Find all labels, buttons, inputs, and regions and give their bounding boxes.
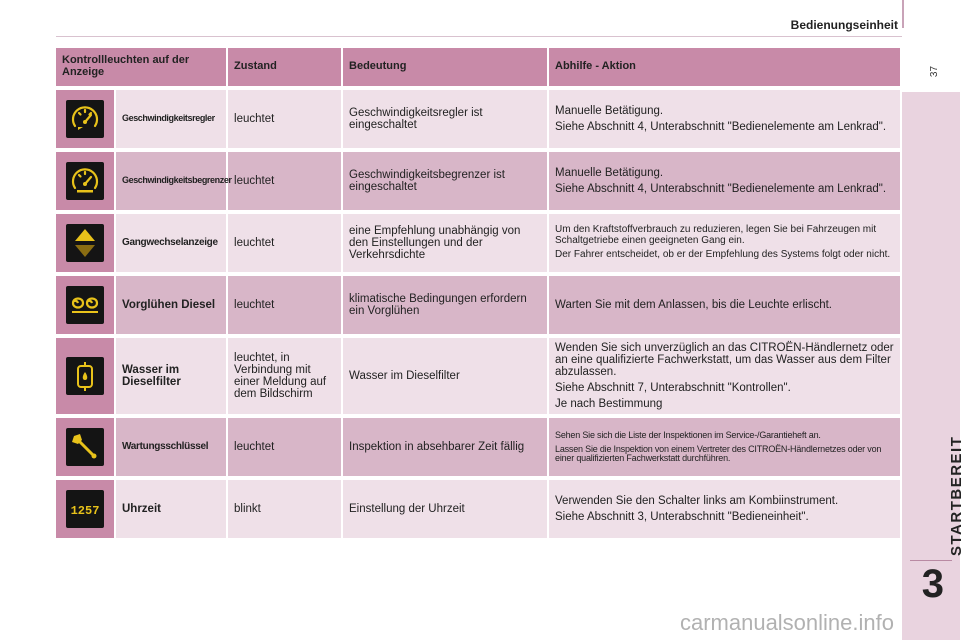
table-header-row — [56, 48, 902, 86]
watermark: carmanualsonline.info — [679, 610, 894, 635]
page-header-title: Bedienungseinheit — [790, 18, 898, 32]
chapter-label: STARTBEREIT — [948, 435, 965, 556]
page-number: 37 — [928, 65, 940, 78]
light-action: Manuelle Betätigung. Siehe Abschnitt 4, Unterabschnitt "Bedienelemente am Lenkrad". — [549, 90, 902, 148]
light-state: leuchtet — [228, 90, 343, 148]
light-state: leuchtet, in Verbindung mit einer Meldung auf dem Bildschirm — [228, 338, 343, 414]
chapter-separator — [910, 560, 952, 561]
light-action: Verwenden Sie den Schalter links am Kombiinstrument. Siehe Abschnitt 3, Unterabschnitt "Bedieneinheit". — [549, 480, 902, 538]
clock-display-icon — [66, 490, 104, 528]
table-row — [56, 480, 902, 538]
light-state: leuchtet — [228, 214, 343, 272]
column-header-meaning: Bedeutung — [343, 48, 549, 86]
column-header-action: Abhilfe - Aktion — [549, 48, 902, 86]
light-state: leuchtet — [228, 276, 343, 334]
table-row — [56, 152, 902, 210]
warning-lights-table — [56, 44, 902, 542]
light-name: Geschwindigkeitsregler — [116, 90, 228, 148]
column-header-state: Zustand — [228, 48, 343, 86]
chapter-number: 3 — [921, 562, 944, 606]
service-wrench-icon — [66, 428, 104, 466]
light-state: blinkt — [228, 480, 343, 538]
light-meaning: Inspektion in absehbarer Zeit fällig — [343, 418, 549, 476]
water-in-fuel-filter-icon — [66, 357, 104, 395]
light-state: leuchtet — [228, 152, 343, 210]
light-name: Wasser im Dieselfilter — [116, 338, 228, 414]
chapter-side-tab — [902, 92, 960, 640]
light-meaning: Einstellung der Uhrzeit — [343, 480, 549, 538]
gear-shift-indicator-icon — [66, 224, 104, 262]
light-action: Sehen Sie sich die Liste der Inspektionen im Service-/Garantieheft an. Lassen Sie die Inspektion von einem Vertreter des CITROËN-Händlernetzes oder von einer qualifizierten Fachwerkstatt durchführen. — [549, 418, 902, 476]
light-name: Uhrzeit — [116, 480, 228, 538]
light-name: Geschwindigkeitsbegrenzer — [116, 152, 228, 210]
light-meaning: Geschwindigkeitsregler ist eingeschaltet — [343, 90, 549, 148]
cruise-control-icon — [66, 100, 104, 138]
header-rule — [902, 0, 904, 28]
light-action: Um den Kraftstoffverbrauch zu reduzieren, legen Sie bei Fahrzeugen mit Schaltgetriebe einen geeigneten Gang ein. Der Fahrer entscheidet, ob er der Empfehlung des Systems folgt oder nicht. — [549, 214, 902, 272]
light-action: Manuelle Betätigung. Siehe Abschnitt 4, Unterabschnitt "Bedienelemente am Lenkrad". — [549, 152, 902, 210]
light-meaning: Geschwindigkeitsbegrenzer ist eingeschaltet — [343, 152, 549, 210]
table-row — [56, 214, 902, 272]
light-state: leuchtet — [228, 418, 343, 476]
light-name: Wartungsschlüssel — [116, 418, 228, 476]
light-name: Vorglühen Diesel — [116, 276, 228, 334]
light-action: Warten Sie mit dem Anlassen, bis die Leuchte erlischt. — [549, 276, 902, 334]
speed-limiter-icon — [66, 162, 104, 200]
clock-display-text: 1257 — [70, 504, 100, 519]
table-row — [56, 418, 902, 476]
light-action: Wenden Sie sich unverzüglich an das CITROËN-Händlernetz oder an eine qualifizierte Fachwerkstatt, um das Wasser aus dem Filter abzulassen. Siehe Abschnitt 7, Unterabschnitt "Kontrollen". Je nach Bestimmung — [549, 338, 902, 414]
table-row — [56, 276, 902, 334]
header-divider — [56, 36, 902, 37]
column-header-lights: Kontrollleuchten auf der Anzeige — [56, 48, 228, 86]
light-name: Gangwechselanzeige — [116, 214, 228, 272]
table-row — [56, 90, 902, 148]
light-meaning: eine Empfehlung unabhängig von den Einstellungen und der Verkehrsdichte — [343, 214, 549, 272]
light-meaning: Wasser im Dieselfilter — [343, 338, 549, 414]
light-meaning: klimatische Bedingungen erfordern ein Vorglühen — [343, 276, 549, 334]
glow-plug-icon — [66, 286, 104, 324]
table-row — [56, 338, 902, 414]
